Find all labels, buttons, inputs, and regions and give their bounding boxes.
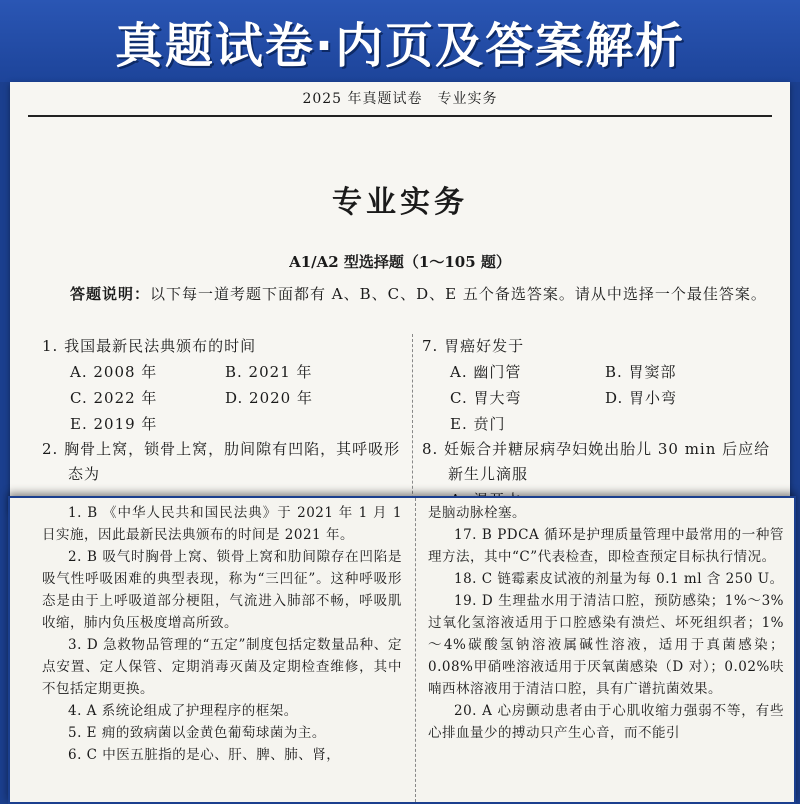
question-stem: 2. 胸骨上窝，锁骨上窝，肋间隙有凹陷，其呼吸形态为 [42, 440, 401, 483]
answers-right-column [428, 502, 784, 744]
answer-sheet [8, 496, 796, 804]
option: C. 2022 年 [70, 389, 158, 407]
options-list [422, 359, 782, 437]
option: D. 2020 年 [225, 389, 313, 407]
answer-column-divider [415, 498, 416, 802]
option: C. 胃大弯 [450, 389, 522, 407]
exam-page [10, 82, 790, 512]
option: E. 贲门 [450, 415, 506, 433]
instructions [50, 282, 768, 307]
option: B. 2021 年 [225, 363, 313, 381]
questions-left-column [42, 334, 412, 487]
option: A. 2008 年 [70, 363, 158, 381]
answer-explanation: 19. D 生理盐水用于清洁口腔，预防感染；1%～3%过氧化氢溶液适用于口腔感染有溃烂、坏死组织者；1%～4%碳酸氢钠溶液属碱性溶液，适用于真菌感染；0.08%甲硝唑溶液适用于厌氧菌感染（D 对）；0.02%呋喃西林溶液用于清洁口腔，具有广谱抗菌效果。 [428, 593, 784, 697]
answer-explanation: 1. B 《中华人民共和国民法典》于 2021 年 1 月 1 日实施，因此最新民法典颁布的时间是 2021 年。 [42, 505, 402, 543]
header-banner [0, 0, 800, 82]
answer-explanation: 6. C 中医五脏指的是心、肝、脾、肺、肾， [68, 747, 341, 763]
answer-explanation: 3. D 急救物品管理的“五定”制度包括定数量品种、定点安置、定人保管、定期消毒灭菌及定期检查维修，其中不包括定期更换。 [42, 637, 402, 697]
question-stem: 1. 我国最新民法典颁布的时间 [42, 337, 257, 355]
option: D. 胃小弯 [605, 389, 678, 407]
question-stem: 8. 妊娠合并糖尿病孕妇娩出胎儿 30 min 后应给新生儿滴服 [422, 440, 771, 483]
instructions-label: 答题说明： [70, 285, 151, 303]
option: A. 幽门管 [450, 363, 522, 381]
option: E. 2019 年 [70, 415, 158, 433]
answer-explanation: 4. A 系统论组成了护理程序的框架。 [68, 703, 298, 719]
questions-right-column [422, 334, 782, 512]
answer-explanation: 2. B 吸气时胸骨上窝、锁骨上窝和肋间隙存在凹陷是吸气性呼吸困难的典型表现，称为“三凹征”。这种呼吸形态是由于上呼吸道部分梗阻，气流进入肺部不畅，呼吸肌收缩，肺内负压极度增高所致。 [42, 549, 402, 631]
instructions-text: 以下每一道考题下面都有 A、B、C、D、E 五个备选答案。请从中选择一个最佳答案。 [150, 285, 767, 303]
answer-explanation: 17. B PDCA 循环是护理质量管理中最常用的一种管理方法，其中“C”代表检查，即检查预定目标执行情况。 [428, 527, 784, 565]
answers-left-column [42, 502, 402, 766]
answer-continuation: 是脑动脉栓塞。 [428, 505, 526, 521]
question-stem: 7. 胃癌好发于 [422, 337, 525, 355]
page-title: 专业实务 [332, 185, 468, 220]
options-list [42, 359, 412, 437]
running-header: 2025 年真题试卷 专业实务 [302, 91, 498, 107]
option: B. 胃窦部 [605, 363, 677, 381]
banner-title: 真题试卷·内页及答案解析 [114, 17, 686, 74]
section-title: A1/A2 型选择题（1～105 题） [289, 253, 511, 271]
header-rule [28, 115, 772, 117]
answer-explanation: 18. C 链霉素皮试液的剂量为每 0.1 ml 含 250 U。 [454, 571, 784, 587]
answer-explanation: 5. E 痈的致病菌以金黄色葡萄球菌为主。 [68, 725, 326, 741]
answer-explanation: 20. A 心房颤动患者由于心肌收缩力强弱不等，有些心排血量少的搏动只产生心音，而不能引 [428, 703, 784, 741]
